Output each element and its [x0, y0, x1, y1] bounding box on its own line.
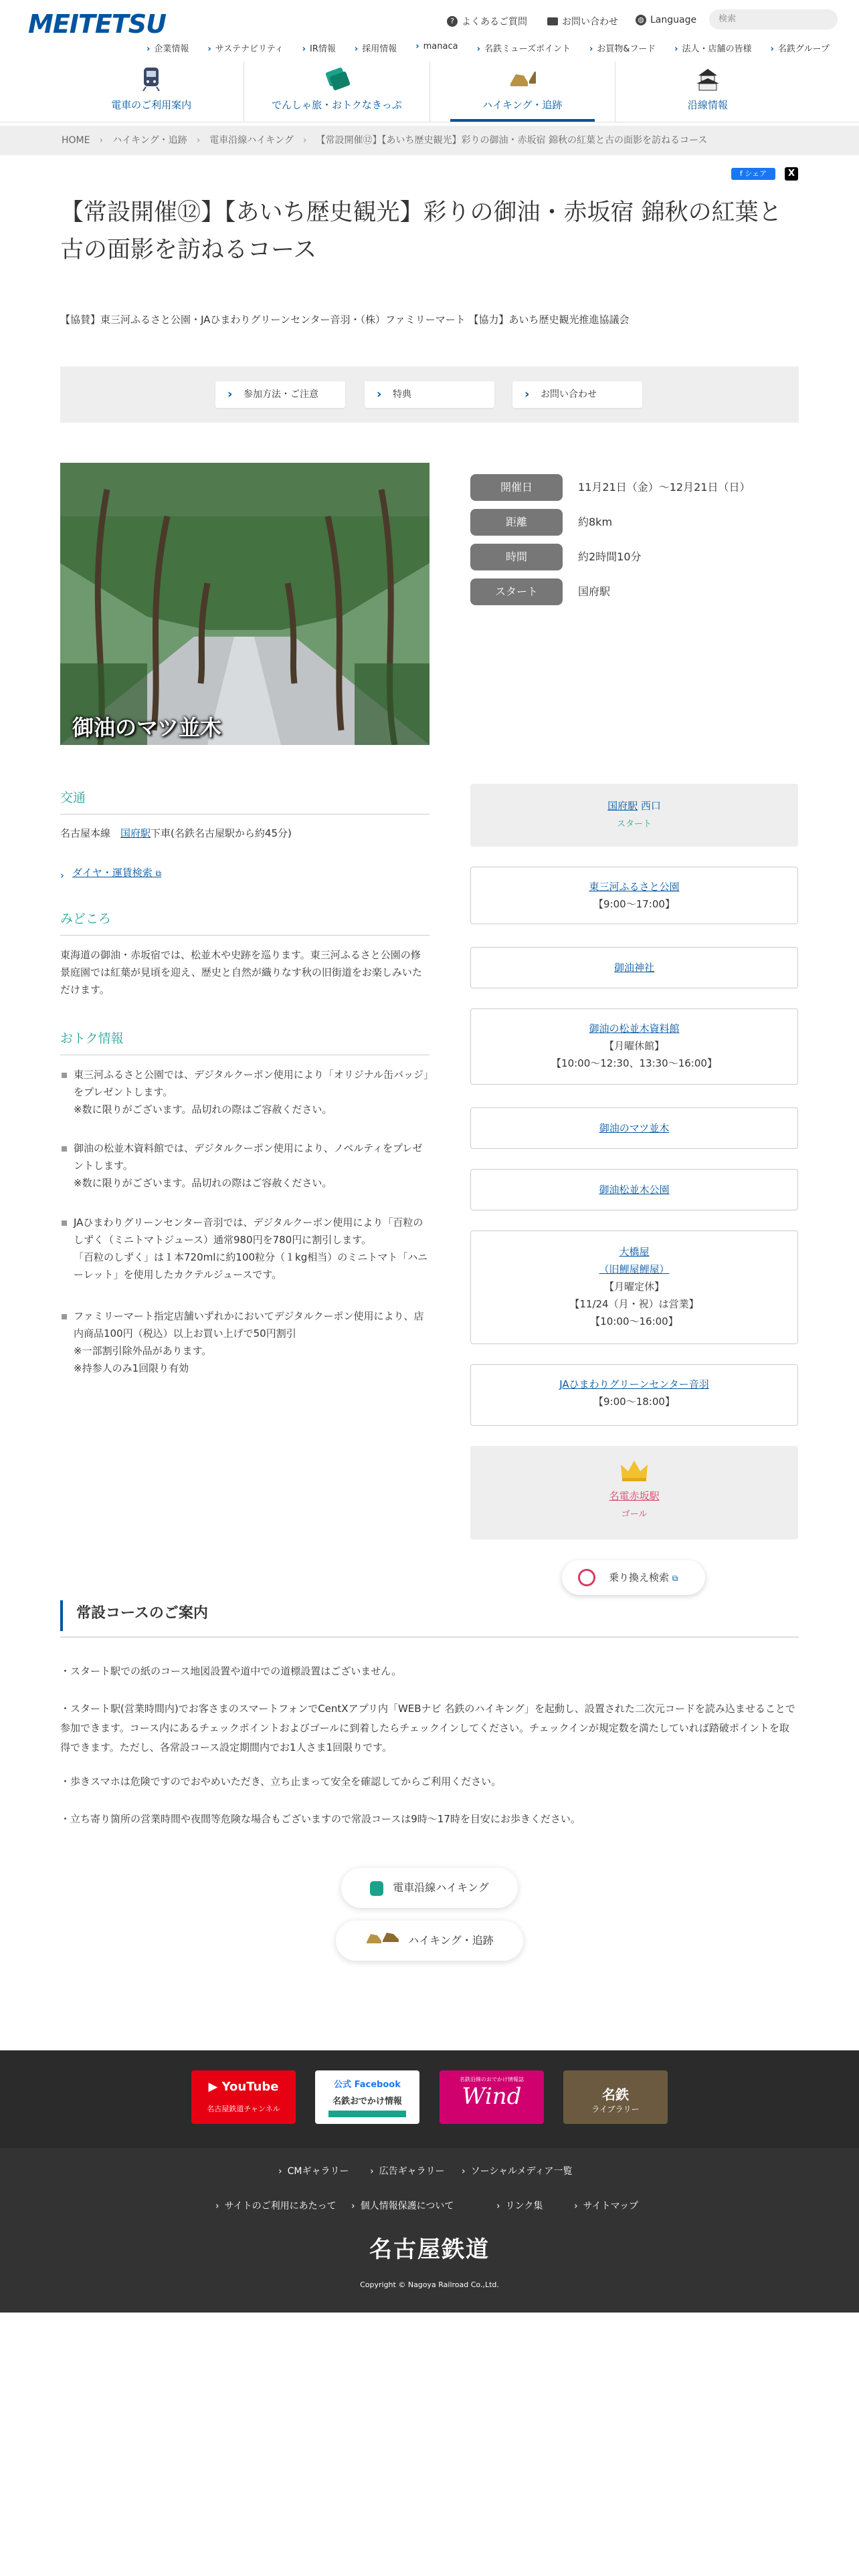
wind-banner-sub: 名鉄沿線のおでかけ情報誌 [460, 2076, 524, 2082]
copyright: Copyright © Nagoya Railroad Co.,Ltd. [360, 2280, 499, 2289]
train-icon [138, 67, 165, 91]
corporate-nav [137, 41, 839, 54]
route-stop-link[interactable]: 御油の松並木資料館 [589, 1023, 680, 1035]
route-stop [470, 1230, 798, 1344]
main-nav [59, 62, 800, 122]
line-name: 名古屋本線 [60, 827, 111, 839]
main-nav-label: 電車のご利用案内 [111, 99, 192, 111]
train-icon [370, 1881, 383, 1896]
facebook-banner-sub: 名鉄おでかけ情報 [332, 2097, 402, 2107]
faq-label: よくあるご質問 [462, 17, 527, 27]
facebook-banner[interactable] [315, 2070, 419, 2124]
sponsor-text: 【協賛】東三河ふるさと公園・JAひまわりグリーンセンター音羽・（株）ファミリーマート 【協力】あいち歴史観光推進協議会 [60, 314, 630, 326]
anchor-contact[interactable]: › お問い合わせ [512, 381, 642, 408]
route-stop-link[interactable]: 御油松並木公園 [599, 1184, 670, 1196]
course-info-paragraph: ・歩きスマホは危険ですのでおやめいただき、立ち止まって安全を確認してからご利用ください。 [60, 1776, 502, 1788]
dia-search-link[interactable] [72, 865, 161, 879]
route-stop-link[interactable]: 御油のマツ並木 [599, 1122, 670, 1134]
youtube-banner[interactable] [191, 2070, 296, 2124]
access-text [60, 825, 430, 842]
footer-link[interactable]: › CMギャラリー [278, 2164, 349, 2177]
corp-nav-item[interactable]: › 法人・店舗の皆様 [665, 41, 761, 54]
train-hiking-label: 電車沿線ハイキング [393, 1881, 489, 1894]
footer-banner-area [0, 2050, 859, 2148]
breadcrumb [0, 126, 859, 155]
route-stop-detail: 【月曜定休】 【11/24（月・祝）は営業】 【10:00〜16:00】 [569, 1281, 699, 1327]
dia-search-chevron-icon: › [60, 869, 64, 881]
wind-banner[interactable] [440, 2070, 544, 2124]
transfer-search-button[interactable] [562, 1560, 705, 1595]
benefit-item: 東三河ふるさと公園では、デジタルクーポン使用により「オリジナル缶バッジ」をプレゼントします。 ※数に限りがございます。品切れの際はご容赦ください。 [60, 1066, 430, 1118]
main-nav-hiking[interactable] [430, 62, 615, 122]
main-nav-label: でんしゃ旅・おトクなきっぷ [272, 99, 402, 111]
course-info-paragraph: ・スタート駅(営業時間内)でお客さまのスマートフォンでCentXアプリ内「WEBナビ 名鉄のハイキング」を起動し、設置された二次元コードを読み込ませることで参加できます。コース内にあるチェックポイントおよびゴールに到着したらチェックインしてください。チェックインが規定数を満たしていれば踏破ポイントを取得できます。ただし、各常設コース設定期間内でお1人さま1回限りです。 [60, 1703, 795, 1753]
route-stop [470, 947, 798, 988]
x-share-button[interactable]: X [785, 167, 798, 181]
facebook-banner-stripe [328, 2111, 406, 2117]
route-stop-detail: 【9:00〜17:00】 [593, 898, 675, 910]
route-stop-goal [470, 1446, 798, 1539]
footer-link[interactable]: › ソーシャルメディア一覧 [462, 2164, 573, 2177]
breadcrumb-item[interactable]: HOME [62, 135, 90, 146]
question-icon: ? [447, 16, 458, 27]
benefits-heading: おトク情報 [60, 1029, 430, 1055]
footer-link[interactable]: › 広告ギャラリー [370, 2164, 445, 2177]
corp-nav-item[interactable]: › 採用情報 [345, 41, 406, 54]
corp-nav-item[interactable]: › お買物&フード [580, 41, 665, 54]
info-value-date: 11月21日（金）〜12月21日（日） [578, 481, 751, 494]
info-label-date: 開催日 [470, 474, 563, 501]
main-nav-area[interactable] [615, 62, 800, 122]
hiking-link[interactable] [336, 1921, 523, 1961]
language-label: Language [650, 15, 697, 25]
breadcrumb-current: › 【常設開催⑫】【あいち歴史観光】彩りの御油・赤坂宿 錦秋の紅葉と古の面影を訪ねるコース [294, 135, 707, 146]
info-label-distance: 距離 [470, 509, 563, 536]
footer-link[interactable]: › サイトのご利用にあたって [215, 2199, 337, 2212]
ticket-icon [323, 67, 350, 91]
route-stop-detail: 【月曜休館】 【10:00〜12:30、13:30〜16:00】 [551, 1040, 717, 1069]
route-stop [470, 1364, 798, 1426]
dia-search-label: ダイヤ・運賃検索 [72, 867, 153, 879]
benefit-item: JAひまわりグリーンセンター音羽では、デジタルクーポン使用により「百粒のしずく（ミニトマトジュース）通常980円を780円に割引します。 「百粒のしずく」は１本720mlに約100粒分（１kg相当）のミニトマト「ハニーレット」を使用したカクテルジュースです。 [60, 1214, 430, 1283]
crown-icon [470, 1459, 798, 1487]
route-stop-detail: 【9:00〜18:00】 [593, 1396, 675, 1408]
main-nav-train[interactable] [59, 62, 244, 122]
benefit-item: 御油の松並木資料館では、デジタルクーポン使用により、ノベルティをプレゼントします。 ※数に限りがございます。品切れの際はご容赦ください。 [60, 1140, 430, 1192]
external-link-icon: ⧉ [155, 869, 162, 878]
breadcrumb-item[interactable]: › ハイキング・追跡 [90, 135, 187, 146]
main-nav-label: 沿線情報 [687, 99, 728, 111]
route-stop [470, 1008, 798, 1085]
banner-title-text: YouTube [221, 2080, 279, 2094]
external-link-icon: ⧉ [672, 1574, 678, 1583]
transfer-search-label: 乗り換え検索 [609, 1572, 670, 1584]
shoes-icon [365, 1921, 400, 1961]
course-info-heading: 常設コースのご案内 [60, 1600, 799, 1631]
contact-label: お問い合わせ [562, 17, 618, 27]
youtube-banner-title [191, 2080, 296, 2094]
route-stop [470, 867, 798, 924]
clock-icon [578, 1569, 595, 1586]
main-nav-label: ハイキング・追跡 [482, 99, 563, 111]
route-stop-exit: 西口 [640, 800, 661, 812]
anchor-benefits[interactable]: › 特典 [365, 381, 494, 408]
route-stop-link[interactable]: 名電赤坂駅 [609, 1490, 660, 1502]
photo-caption: 御油のマツ並木 [72, 715, 222, 740]
course-info-paragraph: ・立ち寄り箇所の営業時間や夜間等危険な場合もございますので常設コースは9時〜17時を目安にお歩きください。 [60, 1813, 581, 1825]
facebook-share-button[interactable]: f シェア [731, 168, 775, 180]
footer-link[interactable]: › リンク集 [496, 2199, 543, 2212]
library-banner-title: 名鉄 [602, 2086, 629, 2103]
route-stop [470, 1169, 798, 1210]
faq-link[interactable] [447, 15, 527, 28]
access-detail: 下車(名鉄名古屋駅から約45分) [151, 827, 292, 839]
search-input[interactable]: 検索 [709, 9, 838, 29]
facebook-banner-title: 公式 Facebook [334, 2080, 401, 2090]
route-stop-link[interactable]: 御油神社 [613, 962, 654, 974]
globe-icon: ◍ [636, 15, 646, 25]
hiking-label: ハイキング・追跡 [408, 1934, 494, 1947]
route-start-label: スタート [616, 819, 652, 829]
breadcrumb-item[interactable]: › 電車沿線ハイキング [187, 135, 294, 146]
highlight-heading: みどころ [60, 909, 430, 936]
wind-banner-title: Wind [462, 2083, 522, 2110]
highlight-text: 東海道の御油・赤坂宿では、松並木や史跡を巡ります。東三河ふるさと公園の修景庭園では紅葉が見頃を迎え、歴史と自然が織りなす秋の旧街道をお楽しみいただけます。 [60, 949, 422, 996]
route-stop-link[interactable]: 大橋屋 （旧鯉屋鯉屋） [599, 1246, 670, 1275]
mail-icon [547, 17, 558, 25]
footer-link[interactable]: › サイトマップ [574, 2199, 638, 2212]
library-banner-sub: ライブラリー [591, 2105, 640, 2114]
footer-link[interactable]: › 個人情報保護について [351, 2199, 454, 2212]
meitetsu-logo[interactable]: MEITETSU [28, 9, 166, 39]
pine-avenue-illustration [60, 463, 430, 745]
corp-nav-item[interactable]: › IR情報 [293, 41, 345, 54]
play-icon: ▶ [208, 2080, 218, 2094]
info-label-start: スタート [470, 578, 563, 605]
main-nav-ticket[interactable] [244, 62, 429, 122]
language-link[interactable] [636, 15, 696, 25]
info-value-distance: 約8km [578, 516, 613, 528]
corp-nav-item[interactable]: › 名鉄ミューズポイント [468, 41, 580, 54]
contact-link[interactable] [547, 15, 618, 28]
route-goal-label: ゴール [621, 1509, 648, 1519]
footer-logo[interactable]: 名古屋鉄道 [369, 2236, 490, 2263]
corp-nav-item[interactable]: › 名鉄グループ [761, 41, 839, 54]
shoes-icon [509, 67, 536, 91]
train-hiking-link[interactable] [341, 1868, 518, 1908]
page-title: 【常設開催⑫】【あいち歴史観光】彩りの御油・赤坂宿 錦秋の紅葉と古の面影を訪ねるコース [60, 199, 782, 263]
route-stop-link[interactable]: 東三河ふるさと公園 [589, 881, 680, 893]
info-value-start: 国府駅 [578, 585, 611, 598]
access-heading: 交通 [60, 788, 430, 815]
route-stop-start [470, 784, 798, 847]
route-stop [470, 1107, 798, 1149]
benefit-item: ファミリーマート指定店舗いずれかにおいてデジタルクーポン使用により、店内商品100円（税込）以上お買い上げで50円割引 ※一部割引除外品があります。 ※持参人のみ1回限り有効 [60, 1307, 430, 1377]
library-banner[interactable] [563, 2070, 668, 2124]
route-stop-link[interactable]: 国府駅 [607, 800, 638, 812]
course-info-paragraph: ・スタート駅での紙のコース地図設置や道中での道標設置はございません。 [60, 1665, 402, 1677]
route-stop-link[interactable]: JAひまわりグリーンセンター音羽 [559, 1378, 709, 1390]
course-info-divider [60, 1636, 799, 1638]
anchor-participation[interactable]: › 参加方法・ご注意 [215, 381, 345, 408]
youtube-banner-sub: 名古屋鉄道チャンネル [207, 2105, 280, 2113]
corp-nav-item[interactable]: › サステナビリティ [198, 41, 292, 54]
station-link[interactable]: 国府駅 [120, 827, 151, 839]
castle-icon [694, 67, 721, 91]
info-value-time: 約2時間10分 [578, 550, 642, 563]
corp-nav-item[interactable]: › 企業情報 [137, 41, 198, 54]
corp-nav-item[interactable]: › manaca [406, 41, 467, 54]
course-photo [60, 463, 430, 745]
info-label-time: 時間 [470, 544, 563, 570]
